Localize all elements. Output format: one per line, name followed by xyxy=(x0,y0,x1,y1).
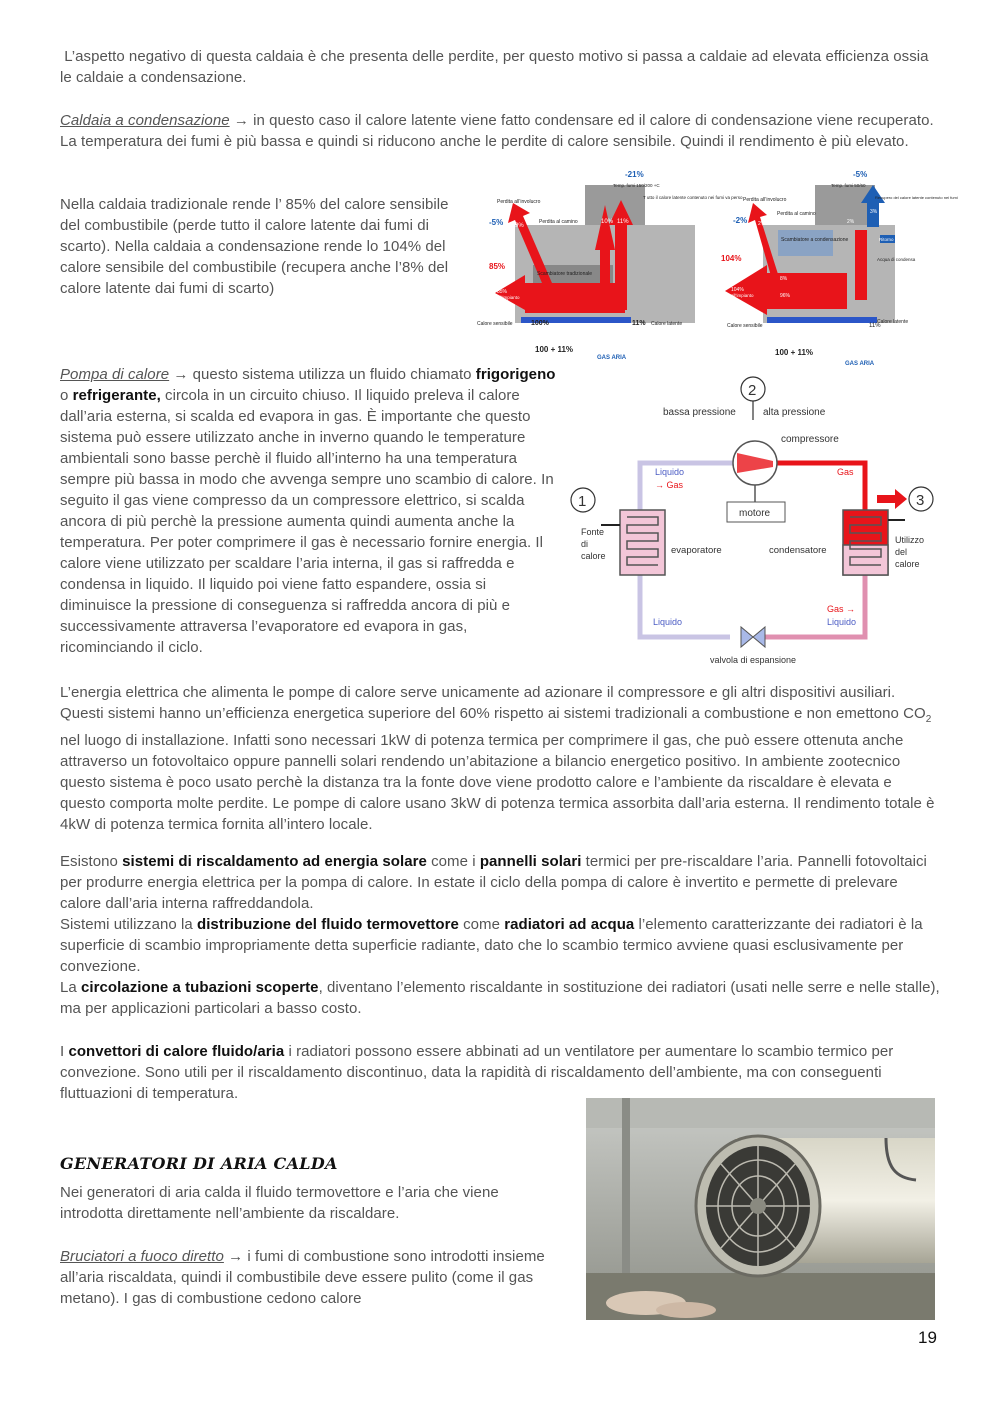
gas-to-liquid-line-1: Gas → xyxy=(827,604,856,614)
right-plant-label: all’impianto xyxy=(731,293,754,298)
pompa-text-1: → questo sistema utilizza un fluido chiamato xyxy=(169,366,476,383)
right-recovery-note: Recupero del calore latente contenuto nei fumi xyxy=(875,195,958,200)
intro-paragraph xyxy=(60,46,940,88)
right-sensible: Calore sensibile xyxy=(727,323,763,329)
liquid-label: Liquido xyxy=(653,617,683,627)
liquid-to-gas-line-1: Liquido xyxy=(655,467,685,477)
right-pct-3: 3% xyxy=(870,209,878,215)
pompa-paragraph xyxy=(60,364,560,658)
left-envelope-pct: -5% xyxy=(489,218,504,227)
heat-output-arrow xyxy=(877,489,907,509)
sistemi-bold-distribuzione: distribuzione del fluido termovettore xyxy=(197,916,459,933)
right-pct-100: 100% xyxy=(815,326,831,332)
comparison-paragraph xyxy=(60,194,470,299)
left-pct-100: 100% xyxy=(531,320,549,327)
convettori-text-1: I xyxy=(60,1043,69,1060)
right-chimney-loss: Perdita al camino xyxy=(777,211,816,217)
right-logo-text: GAS ARIA xyxy=(845,361,875,367)
step-1-number: 1 xyxy=(578,493,587,510)
bruciatori-term: Bruciatori a fuoco diretto xyxy=(60,1248,224,1265)
bruciatori-paragraph xyxy=(60,1246,560,1309)
left-output-pct: 85% xyxy=(489,262,506,271)
left-exchanger: Scambiatore tradizionale xyxy=(537,271,593,277)
pompa-bold-refrigerante: refrigerante, xyxy=(72,387,161,404)
use-line-2: del xyxy=(895,547,908,557)
high-pressure-label: alta pressione xyxy=(763,407,826,418)
motor-label: motore xyxy=(739,508,771,519)
left-sensible: Calore sensibile xyxy=(477,321,513,327)
condensazione-text: → in questo caso il calore latente viene fatto condensare ed il calore di condensazione viene recuperato. La temperatura dei fumi è più bassa e quindi si riducono anche le perdite di calore sensibile. Quindi il rendimento è più elevato. xyxy=(60,112,934,150)
pompa-text-3: circola in un circuito chiuso. Il liquido preleva il calore dall’aria esterna, si scalda ed evapora in gas. È importante che questo sistema può essere utilizzato anche in inverno quando le temperature ambientali sono basse perchè il fluido all’interno ha una temperatura sempre più bassa in modo che avvenga sempre uno scambio di calore. In seguito il gas viene compresso da un compressore elettrico, si scalda ancora di più perchè la pressione aumenta quindi aumenta anche la temperatura. Per poter comprimere il gas è necessario fornire energia. Il calore viene utilizzato per scaldare l’aria interna, il gas si raffredda e condensa in liquido. Il liquido poi viene fatto espandere, ossia si diminuisce la pressione di conseguenza si raffredda ancora di più e successivamente attraversa l’evaporatore ed evapora in gas, ricominciando il ciclo. xyxy=(60,387,554,656)
right-pct-2b: 2% xyxy=(847,219,855,225)
use-line-3: calore xyxy=(895,559,920,569)
energia-text-2: nel luogo di installazione. Infatti sono necessari 1kW di potenza termica per comprimere il gas, che può essere ottenuta anche attraverso un fotovoltaico oppure pannelli solari rendendo un’abitazione a bilancio energetico positivo. In ambiente zootecnico questo sistema è poco usato perchè la distanza tra la fonte dove viene prodotto calore e l’ambiente da riscaldare è elevata e questo comporta molte perdite. Le pompe di calore usano 3kW di potenza termica assorbita dall’aria esterna. Il rendimento totale è 4kW di potenza termica fornita all’intero locale. xyxy=(60,732,935,833)
sistemi-text-8: , diventano l’elemento riscaldante in sostituzione dei radiatori (usati nelle serre e nelle stalle), ma per applicazioni particolari a basso costo. xyxy=(60,979,940,1017)
left-fumes-temp: Temp. fumi 150/200 +C xyxy=(613,183,660,188)
left-chimney-loss: Perdita al camino xyxy=(539,219,578,225)
liquid-to-gas-line-2: → Gas xyxy=(655,480,684,490)
right-pct-8: 8% xyxy=(780,276,788,282)
condensazione-paragraph xyxy=(60,110,940,152)
expansion-valve xyxy=(741,627,753,647)
right-output-pct: 104% xyxy=(721,254,742,263)
sistemi-text-3: termici per pre-riscaldare l’aria. Pannelli fotovoltaici per produrre energia elettrica per la pompa di calore. In estate il ciclo della pompa di calore è invertito e permette di prelevare calore dall’aria interna raffreddandola. xyxy=(60,853,927,912)
sistemi-paragraph xyxy=(60,851,940,1019)
condenser-label: condensatore xyxy=(769,545,827,556)
left-latent-note: T utto il calore latente contenuto nei fumi va perso xyxy=(643,195,743,200)
right-pct-96: 96% xyxy=(780,293,791,299)
right-return: Ritorno xyxy=(879,237,894,242)
sistemi-text-7: La xyxy=(60,979,82,996)
convettori-bold: convettori di calore fluido/aria xyxy=(68,1043,285,1060)
low-pressure-label: bassa pressione xyxy=(663,407,736,418)
gas-to-liquid-line-2: Liquido xyxy=(827,617,857,627)
sistemi-bold-solare: sistemi di riscaldamento ad energia solare xyxy=(122,853,427,870)
comparison-text: Nella caldaia tradizionale rende l’ 85% del calore sensibile del combustibile (perde tutto il calore latente dai fumi di scarto). Nella caldaia a condensazione rende lo 104% del calore sensibile del combustibile (recupera anche l’8% del calore latente dai fumi di scarto) xyxy=(60,196,449,297)
right-plant-pct: 104% xyxy=(731,287,744,293)
right-envelope-loss: Perdita all’involucro xyxy=(743,197,787,203)
intro-text: L’aspetto negativo di questa caldaia è che presenta delle perdite, per questo motivo si passa a caldaie ad elevata efficienza ossia le caldaie a condensazione. xyxy=(60,48,929,86)
energia-paragraph xyxy=(60,682,940,835)
convettori-text-2: i radiatori possono essere abbinati ad un ventilatore per aumentare lo scambio termico per convezione. Sono utili per il riscaldamento discontinuo, data la rapidità di riscaldamento dell’ambiente, ma con conseguenti fluttuazioni di temperatura. xyxy=(60,1043,894,1102)
sistemi-text-2: come i xyxy=(426,853,480,870)
left-fuel: 100 + 11% xyxy=(535,345,574,354)
generatori-paragraph xyxy=(60,1182,560,1224)
left-plant-pct: 85% xyxy=(497,289,508,295)
right-exchanger: Scambiatore a condensazione xyxy=(781,237,849,243)
use-line-1: Utilizzo xyxy=(895,535,925,545)
pompa-term: Pompa di calore xyxy=(60,366,170,383)
left-envelope-loss: Perdita all’involucro xyxy=(497,199,541,205)
source-line-1: Fonte xyxy=(581,527,605,537)
condensazione-term: Caldaia a condensazione xyxy=(60,112,230,129)
sistemi-bold-pannelli: pannelli solari xyxy=(479,853,582,870)
left-pct-11: 11% xyxy=(617,219,629,225)
left-latent-pct: 11% xyxy=(632,320,646,327)
boiler-condensing xyxy=(721,170,958,367)
left-logo-text: GAS ARIA xyxy=(597,355,627,361)
step-3-number: 3 xyxy=(916,492,925,509)
co2-subscript: 2 xyxy=(925,714,932,725)
right-fuel: 100 + 11% xyxy=(775,348,814,357)
sistemi-bold-radiatori: radiatori ad acqua xyxy=(504,916,635,933)
energia-text-1: L’energia elettrica che alimenta le pompe di calore serve unicamente ad azionare il compressore e gli altri dispositivi ausiliari. Questi sistemi hanno un’efficienza energetica superiore del 60% rispetto ai sistemi tradizionali a combustione e non emettono CO xyxy=(60,684,926,722)
source-line-3: calore xyxy=(581,551,606,561)
right-envelope-pct: -2% xyxy=(733,216,748,225)
right-pct-2: 2% xyxy=(758,221,766,227)
boiler-comparison-figure xyxy=(475,165,958,375)
step-2-number: 2 xyxy=(748,382,757,399)
compressor-label: compressore xyxy=(781,434,839,445)
right-latent-pct: 11% xyxy=(869,323,881,329)
left-pct-9: 9% xyxy=(515,223,524,229)
pompa-bold-frigorigeno: frigorigeno xyxy=(475,366,556,383)
left-pct-10: 10% xyxy=(601,219,614,225)
sistemi-text-5: come xyxy=(458,916,505,933)
sistemi-text-4: Sistemi utilizzano la xyxy=(60,916,197,933)
evaporator-label: evaporatore xyxy=(671,545,722,556)
sistemi-text-6: l’elemento caratterizzante dei radiatori è la superficie di scambio impropriamente detta superficie radiante, dato che lo scambio termico avviene quasi esclusivamente per convezione. xyxy=(60,916,923,975)
right-top-loss: -5% xyxy=(853,170,868,179)
generatori-text: Nei generatori di aria calda il fluido termovettore e l’aria che viene introdotta direttamente nell’ambiente da riscaldare. xyxy=(60,1184,499,1222)
valve-label: valvola di espansione xyxy=(710,655,797,665)
left-plant-label: all’impianto xyxy=(497,295,520,300)
right-condensate: Acqua di condensa xyxy=(877,257,916,262)
heat-pump-diagram xyxy=(565,375,925,670)
page-number: 19 xyxy=(918,1328,937,1347)
gas-label: Gas xyxy=(837,467,854,477)
sistemi-text-1: Esistono xyxy=(60,853,123,870)
left-latent: Calore latente xyxy=(651,321,683,327)
right-latent: Calore latente xyxy=(877,319,909,325)
bruciatori-text: → i fumi di combustione sono introdotti insieme all’aria riscaldata, quindi il combustibile deve essere pulito (come il gas metano). I gas di combustione cedono calore xyxy=(60,1248,545,1307)
left-top-loss: -21% xyxy=(625,170,644,179)
convettori-paragraph xyxy=(60,1041,940,1104)
section-heading-generatori: GENERATORI DI ARIA CALDA xyxy=(60,1154,338,1173)
sistemi-bold-tubazioni: circolazione a tubazioni scoperte xyxy=(81,979,319,996)
pompa-text-2: o xyxy=(60,387,73,404)
source-line-2: di xyxy=(581,539,589,549)
boiler-traditional xyxy=(477,170,743,361)
hot-air-generator-photo xyxy=(586,1098,935,1320)
right-fumes-temp: Temp. fumi 50/60 xyxy=(831,183,866,188)
